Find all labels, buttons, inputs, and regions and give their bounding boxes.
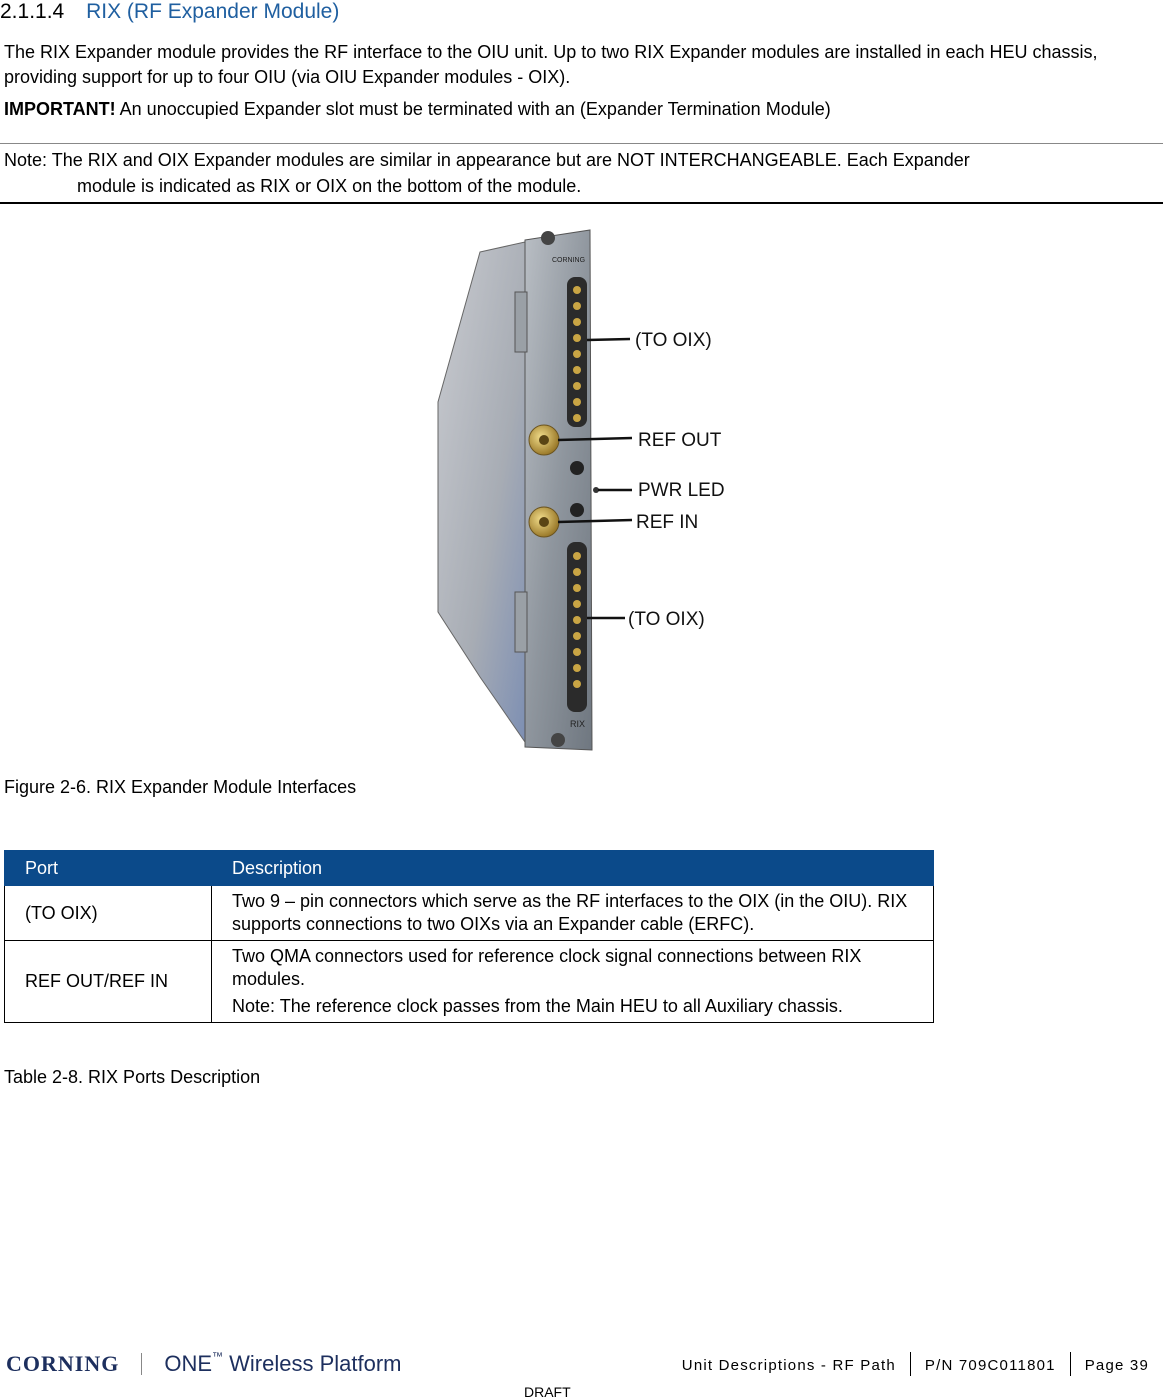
table-row — [5, 941, 934, 1023]
top-screw — [541, 231, 555, 245]
header-port: Port — [5, 851, 212, 886]
callout-ref-out: REF OUT — [638, 430, 722, 451]
important-label: IMPORTANT! — [4, 99, 116, 119]
module-side-panel — [438, 242, 525, 742]
upper-mount-hole — [570, 461, 584, 475]
callout-ref-in: REF IN — [636, 512, 699, 533]
note-line-1: Note: The RIX and OIX Expander modules are similar in appearance but are NOT INTERCHANGEABLE. Each Expander — [4, 150, 970, 170]
description-cell — [212, 941, 934, 1023]
header-description: Description — [212, 851, 934, 886]
description-text: Two QMA connectors used for reference clock signal connections between RIX modules. — [232, 946, 862, 989]
bottom-screw — [551, 733, 565, 747]
note-line-2: module is indicated as RIX or OIX on the bottom of the module. — [77, 176, 582, 196]
section-number: 2.1.1.4 — [0, 0, 65, 23]
description-cell: Two 9 – pin connectors which serve as the RF interfaces to the OIX (in the OIU). RIX supports connections to two OIXs via an Expander cable (ERFC). — [212, 886, 934, 941]
rix-module-figure — [420, 222, 740, 762]
port-cell: REF OUT/REF IN — [5, 941, 212, 1023]
table-row — [5, 886, 934, 941]
note-box — [0, 143, 1163, 204]
draft-label: DRAFT — [524, 1384, 571, 1400]
ports-table — [4, 850, 934, 1023]
important-text: An unoccupied Expander slot must be terminated with an (Expander Termination Module) — [115, 99, 831, 119]
intro-paragraph: The RIX Expander module provides the RF interface to the OIU unit. Up to two RIX Expander modules are installed in each HEU chassis, providing support for up to four OIU (via OIU Expander modules - OIX). — [4, 42, 1098, 87]
callout-to-oix-bottom: (TO OIX) — [628, 609, 705, 630]
footer-page-number: Page 39 — [1084, 1357, 1149, 1374]
rix-module-illustration — [420, 222, 740, 762]
figure-caption: Figure 2-6. RIX Expander Module Interfaces — [4, 777, 357, 797]
lower-mount-hole — [570, 503, 584, 517]
footer-section: Unit Descriptions - RF Path — [681, 1357, 896, 1374]
footer-logo — [6, 1351, 402, 1377]
table-header-row — [5, 851, 934, 886]
top-handle — [515, 292, 527, 352]
port-cell: (TO OIX) — [5, 886, 212, 941]
section-title: RIX (RF Expander Module) — [86, 0, 340, 23]
section-heading — [0, 0, 339, 24]
important-paragraph — [4, 97, 1154, 122]
footer-info — [682, 1352, 1149, 1374]
one-wireless-logo: ONE™ Wireless Platform — [164, 1351, 402, 1376]
callout-to-oix-top: (TO OIX) — [635, 330, 712, 351]
footer-part-number: P/N 709C011801 — [924, 1357, 1056, 1374]
corning-logo: CORNING — [6, 1351, 120, 1376]
bottom-handle — [515, 592, 527, 652]
module-brand-text: CORNING — [552, 257, 586, 264]
page-footer — [0, 1340, 1163, 1398]
description-note: Note: The reference clock passes from the Main HEU to all Auxiliary chassis. — [232, 996, 843, 1016]
module-model-text: RIX — [570, 719, 586, 729]
callout-pwr-led: PWR LED — [638, 480, 725, 501]
table-caption: Table 2-8. RIX Ports Description — [4, 1067, 261, 1087]
